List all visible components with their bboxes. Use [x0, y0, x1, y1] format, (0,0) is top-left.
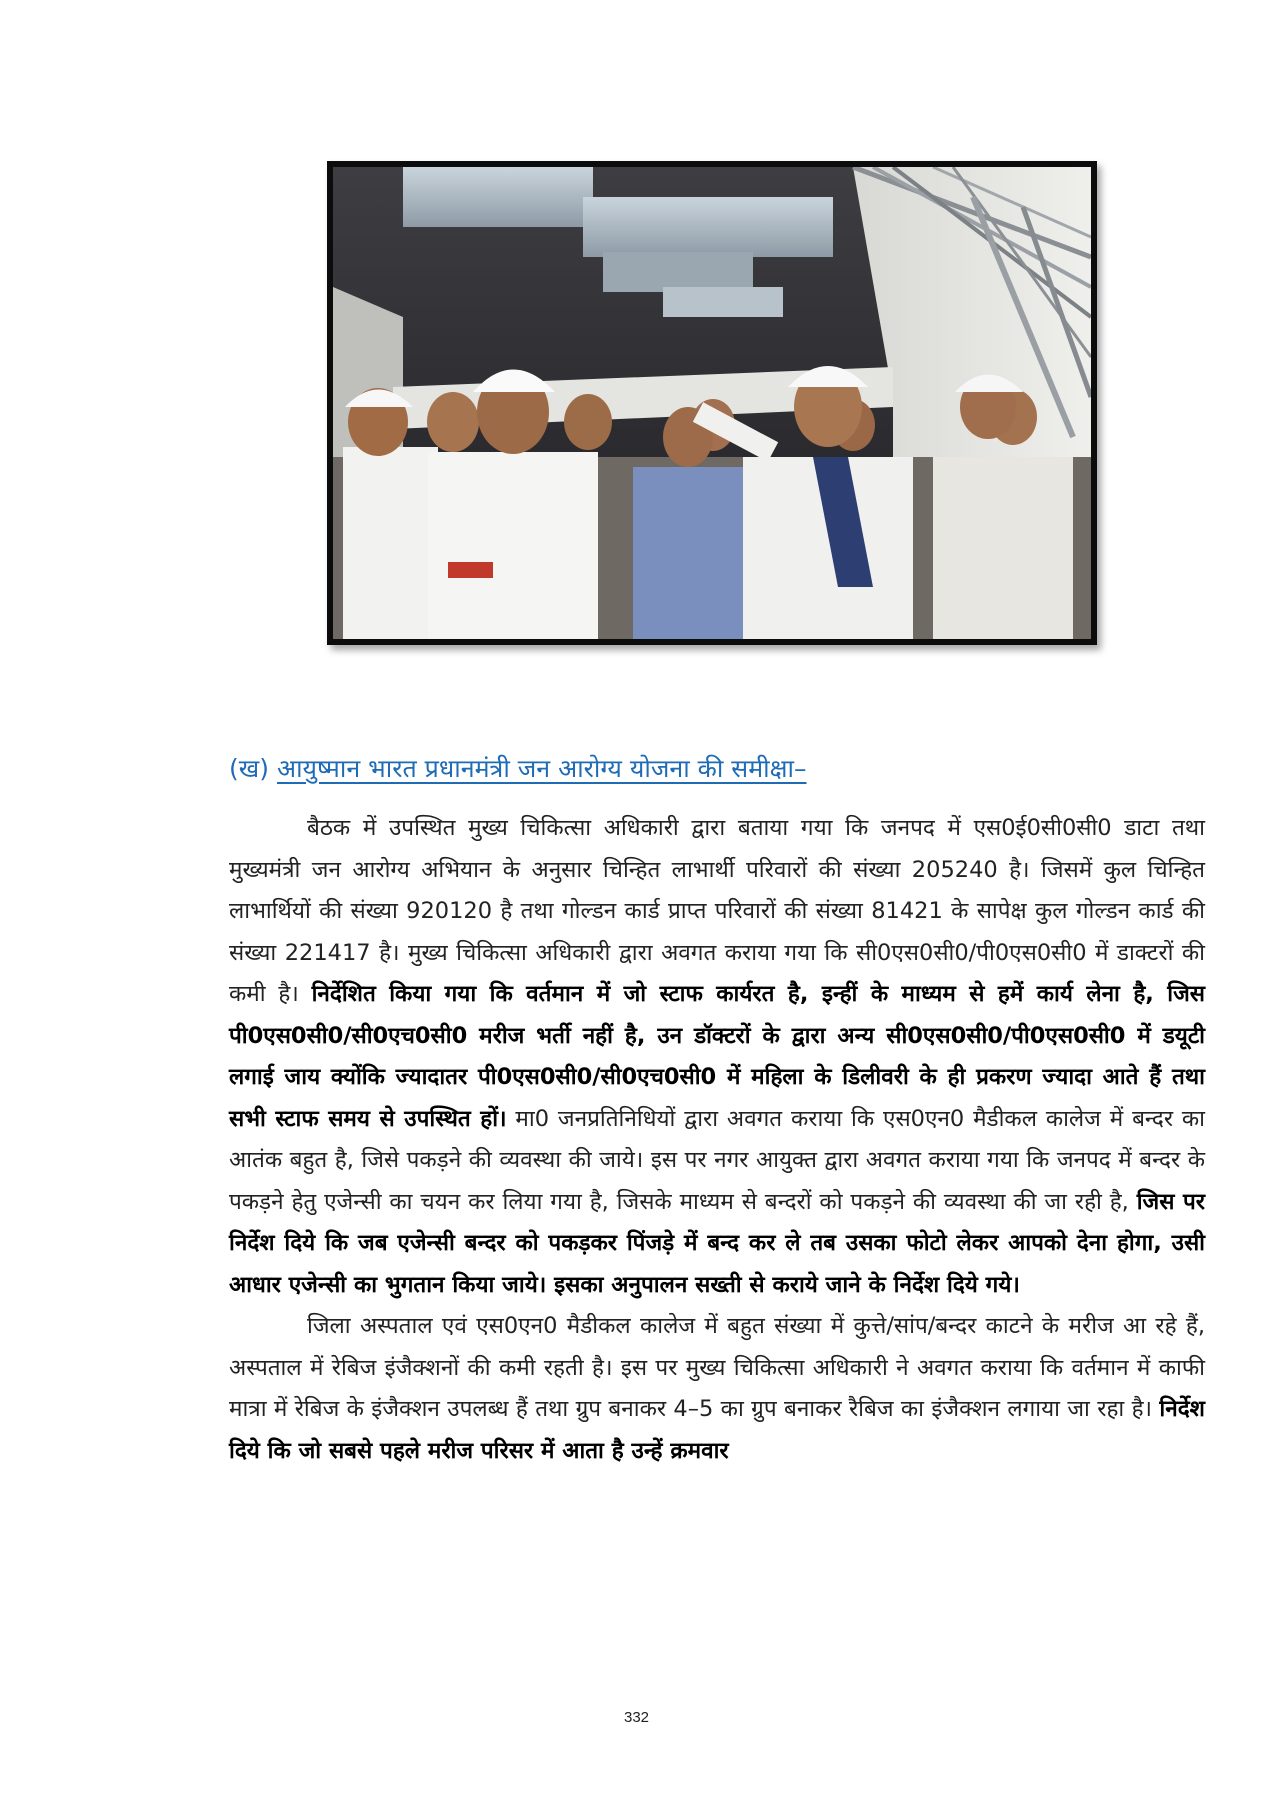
section-heading	[229, 752, 807, 786]
page-number: 332	[623, 1709, 650, 1726]
inspection-photo-image	[333, 167, 1091, 639]
body-text	[229, 808, 1205, 1472]
paragraph-rabies-injection	[229, 1306, 1205, 1472]
inspection-photo	[327, 161, 1097, 645]
directive-staff-duty: निर्देशित किया गया कि वर्तमान में जो स्टाफ कार्यरत है, इन्हीं के माध्यम से हमें कार्य लेना है, जिस पी0एस0सी0/सी0एच0सी0 मरीज भर्ती नहीं है, उन डॉक्टरों के द्वारा अन्य सी0एस0सी0/पी0एस0सी0 में डयूटी लगाई जाय क्योंकि ज्यादातर पी0एस0सी0/सी0एच0सी0 में महिला के डिलीवरी के ही प्रकरण ज्यादा आते हैं तथा सभी स्टाफ समय से उपस्थित हों।	[229, 981, 1205, 1132]
directive-monkey-agency: जिस पर निर्देश दिये कि जब एजेन्सी बन्दर को पकड़कर पिंजड़े में बन्द कर ले तब उसका फोटो लेकर आपको देना होगा, उसी आधार एजेन्सी का भुगतान किया जाये। इसका अनुपालन सख्ती से कराये जाने के निर्देश दिये गये।	[229, 1188, 1206, 1298]
paragraph1-text: बैठक में उपस्थित मुख्य चिकित्सा अधिकारी द्वारा बताया गया कि जनपद में एस0ई0सी0सी0 डाटा तथा मुख्यमंत्री जन आरोग्य अभियान के अनुसार चिन्हित लाभार्थी परिवारों की संख्या 205240 है। जिसमें कुल चिन्हित लाभार्थियों की संख्या 920120 है तथा गोल्डन कार्ड प्राप्त परिवारों की संख्या 81421 के सापेक्ष कुल गोल्डन कार्ड की संख्या 221417 है। मुख्य चिकित्सा अधिकारी द्वारा अवगत कराया गया कि सी0एस0सी0/पी0एस0सी0 में डाक्टरों की कमी है।	[229, 815, 1205, 1007]
section-title: आयुष्मान भारत प्रधानमंत्री जन आरोग्य योजना की समीक्षा–	[276, 754, 807, 783]
paragraph1-monkey-text: मा0 जनप्रतिनिधियों द्वारा अवगत कराया कि एस0एन0 मैडीकल कालेज में बन्दर का आतंक बहुत है, जिसे पकड़ने की व्यवस्था की जाये। इस पर नगर आयुक्त द्वारा अवगत कराया गया कि जनपद में बन्दर के पकड़ने हेतु एजेन्सी का चयन कर लिया गया है, जिसके माध्यम से बन्दरों को पकड़ने की व्यवस्था की जा रही है,	[229, 1105, 1205, 1215]
paragraph2-text: जिला अस्पताल एवं एस0एन0 मैडीकल कालेज में बहुत संख्या में कुत्ते/सांप/बन्दर काटने के मरीज आ रहे हैं, अस्पताल में रेबिज इंजैक्शनों की कमी रहती है। इस पर मुख्य चिकित्सा अधिकारी ने अवगत कराया कि वर्तमान में काफी मात्रा में रेबिज के इंजैक्शन उपलब्ध हैं तथा ग्रुप बनाकर 4–5 का ग्रुप बनाकर रैबिज का इंजैक्शन लगाया जा रहा है।	[229, 1313, 1205, 1422]
directive-patient-order: निर्देश दिये कि जो सबसे पहले मरीज परिसर में आता है उन्हें क्रमवार	[229, 1396, 1205, 1464]
paragraph-golden-card-review	[229, 808, 1205, 1306]
section-marker: (ख)	[229, 754, 269, 783]
